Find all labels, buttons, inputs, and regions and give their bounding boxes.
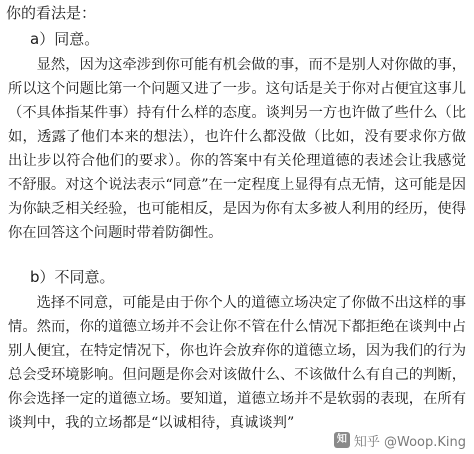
- watermark-text: 知乎 @Woop.King: [353, 434, 466, 450]
- option-a-label: a）同意。: [30, 30, 100, 48]
- zhihu-logo-icon: 知: [334, 432, 350, 448]
- watermark: [332, 430, 468, 450]
- option-b-paragraph: 选择不同意，可能是由于你个人的道德立场决定了你做不出这样的事情。然而，你的道德立场并不会让你不管在什么情况下都拒绝在谈判中占别人便宜，在特定情况下，你也许会放弃你的道德立场，因为我们的行为总会受环境影响。但问题是你会对该做什么、不该做什么有自己的判断，你会选择一定的道德立场。要知道，道德立场并不是软弱的表现，在所有谈判中，我的立场都是“以诚相待，真诚谈判”: [8, 295, 466, 431]
- option-b-label: b）不同意。: [30, 268, 115, 286]
- question-heading: 你的看法是：: [6, 4, 97, 22]
- option-a-paragraph: 显然，因为这牵涉到你可能有机会做的事，而不是别人对你做的事，所以这个问题比第一个问题又进了一步。这句话是关于你对占便宜这事儿（不具体指某件事）持有什么样的态度。谈判另一方也许做了些什么（比如，透露了他们本来的想法），也许什么都没做（比如，没有要求你方做出让步以符合他们的要求）。你的答案中有关伦理道德的表述会让我感觉不舒服。对这个说法表示“同意”在一定程度上显得有点无情，这可能是因为你缺乏相关经验，也可能相反，是因为你有太多被人利用的经历，使得你在回答这个问题时带着防御性。: [8, 57, 466, 241]
